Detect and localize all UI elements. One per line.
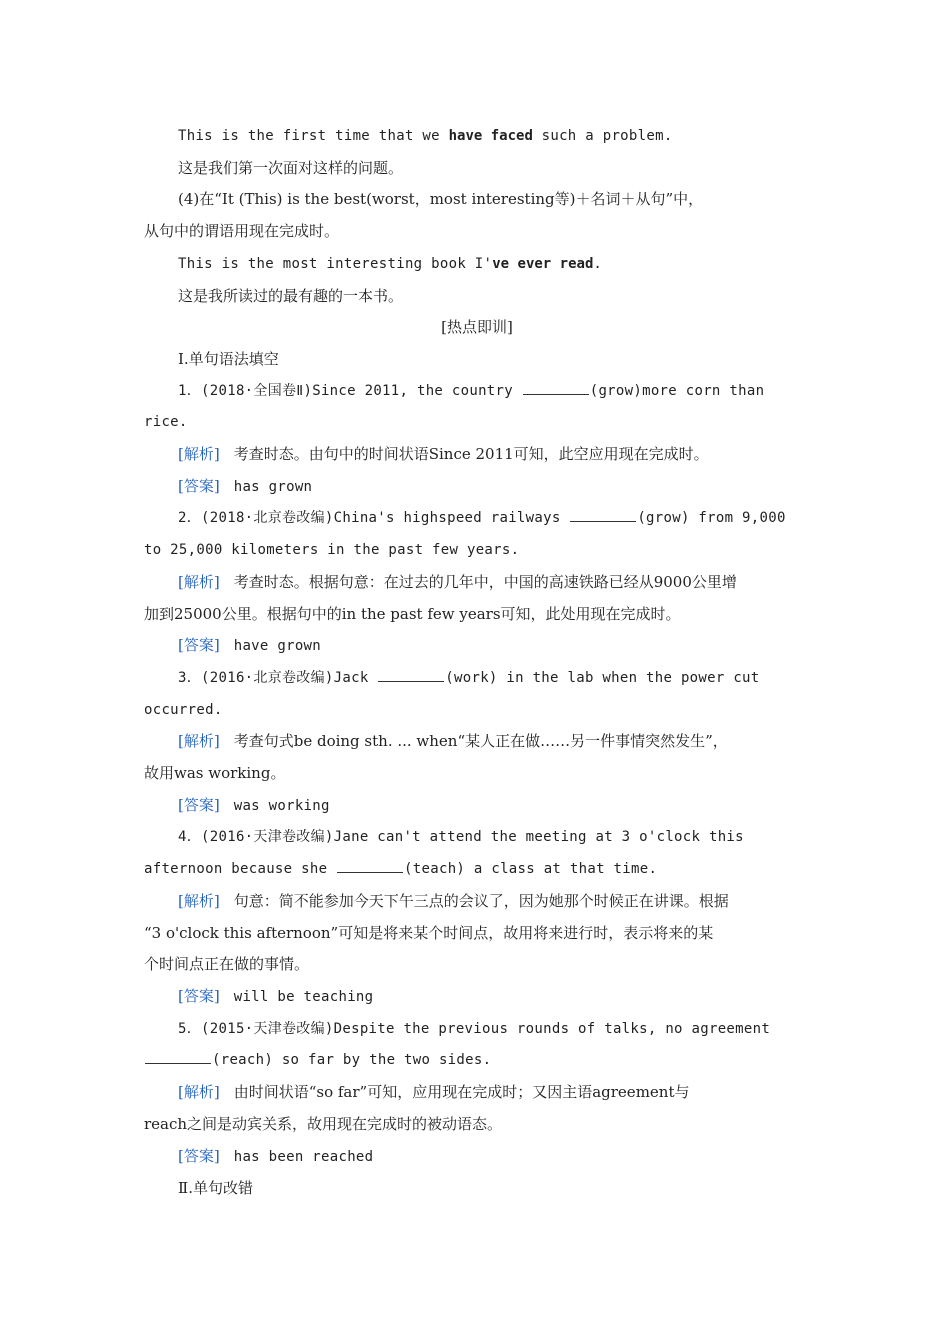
question-text-cont: (reach) so far by the two sides.	[144, 1045, 810, 1077]
answer-tag: [答案]	[178, 795, 220, 814]
analysis: [解析] 句意：简不能参加今天下午三点的会议了，因为她那个时候正在讲课。根据	[178, 891, 729, 910]
answer-blank	[337, 858, 403, 873]
analysis-tag: [解析]	[178, 1083, 220, 1102]
part1-title: Ⅰ.单句语法填空	[178, 349, 279, 368]
question-text: 5．(2015·天津卷改编)Despite the previous rounds of talks, no agreement	[178, 1020, 771, 1037]
example-translation-3: 这是我们第一次面对这样的问题。	[178, 158, 404, 177]
answer: [答案] will be teaching	[178, 986, 374, 1005]
analysis-tag: [解析]	[178, 732, 220, 751]
answer: [答案] has grown	[178, 476, 313, 495]
answer-blank	[570, 507, 636, 522]
answer-blank	[145, 1049, 211, 1064]
question-text-cont: occurred.	[144, 701, 223, 718]
answer-tag: [答案]	[178, 476, 220, 495]
question-5	[144, 1014, 810, 1174]
question-text-cont: rice.	[144, 414, 188, 431]
question-1	[144, 376, 810, 504]
question-text: 3．(2016·北京卷改编)Jack (work) in the lab when the power cut	[144, 663, 810, 695]
answer-tag: [答案]	[178, 636, 220, 655]
example-sentence-3: This is the first time that we have faced such a problem.	[178, 128, 673, 144]
analysis: [解析] 考查时态。根据句意：在过去的几年中，中国的高速铁路已经从9000公里增	[178, 572, 737, 591]
question-text: 2．(2018·北京卷改编)China's highspeed railways (grow) from 9,000	[144, 503, 810, 535]
answer: [答案] was working	[178, 795, 330, 814]
rule-4-line1: (4)在“It (This) is the best(worst，most interesting等)＋名词＋从句”中，	[178, 190, 704, 209]
document-page	[144, 120, 810, 1205]
example-sentence-4: This is the most interesting book I've ever read.	[178, 255, 603, 272]
analysis-tag: [解析]	[178, 445, 220, 464]
analysis: [解析] 考查句式be doing sth. ... when“某人正在做……另一件事情突然发生”，	[178, 732, 728, 751]
analysis: [解析] 由时间状语“so far”可知，应用现在完成时；又因主语agreement与	[178, 1083, 690, 1102]
question-text: 4．(2016·天津卷改编)Jane can't attend the meeting at 3 o'clock this	[178, 829, 744, 846]
question-text-cont: afternoon because she (teach) a class at that time.	[144, 854, 810, 886]
answer: [答案] have grown	[178, 636, 322, 655]
analysis: [解析] 考查时态。由句中的时间状语Since 2011可知，此空应用现在完成时。	[178, 445, 709, 464]
question-3	[144, 663, 810, 823]
example-translation-4: 这是我所读过的最有趣的一本书。	[178, 286, 404, 305]
answer-blank	[378, 667, 444, 682]
analysis-tag: [解析]	[178, 572, 220, 591]
analysis-cont: 故用was working。	[144, 764, 286, 783]
question-text: 1．(2018·全国卷Ⅱ)Since 2011, the country (grow)more corn than	[144, 376, 810, 408]
answer-tag: [答案]	[178, 1146, 220, 1165]
answer-tag: [答案]	[178, 986, 220, 1005]
question-4	[144, 822, 810, 1013]
analysis-cont: 个时间点正在做的事情。	[144, 955, 310, 974]
rule-4-line2: 从句中的谓语用现在完成时。	[144, 222, 340, 241]
analysis-tag: [解析]	[178, 891, 220, 910]
analysis-cont: “3 o'clock this afternoon”可知是将来某个时间点，故用将来进行时，表示将来的某	[144, 923, 714, 942]
question-text-cont: to 25,000 kilometers in the past few years.	[144, 542, 520, 559]
part2-title: Ⅱ.单句改错	[178, 1179, 253, 1198]
section-heading: [热点即训]	[441, 318, 513, 337]
analysis-cont: reach之间是动宾关系，故用现在完成时的被动语态。	[144, 1114, 503, 1133]
answer-blank	[523, 380, 589, 395]
answer: [答案] has been reached	[178, 1146, 374, 1165]
question-2	[144, 503, 810, 663]
analysis-cont: 加到25000公里。根据句中的in the past few years可知，此处用现在完成时。	[144, 604, 681, 623]
